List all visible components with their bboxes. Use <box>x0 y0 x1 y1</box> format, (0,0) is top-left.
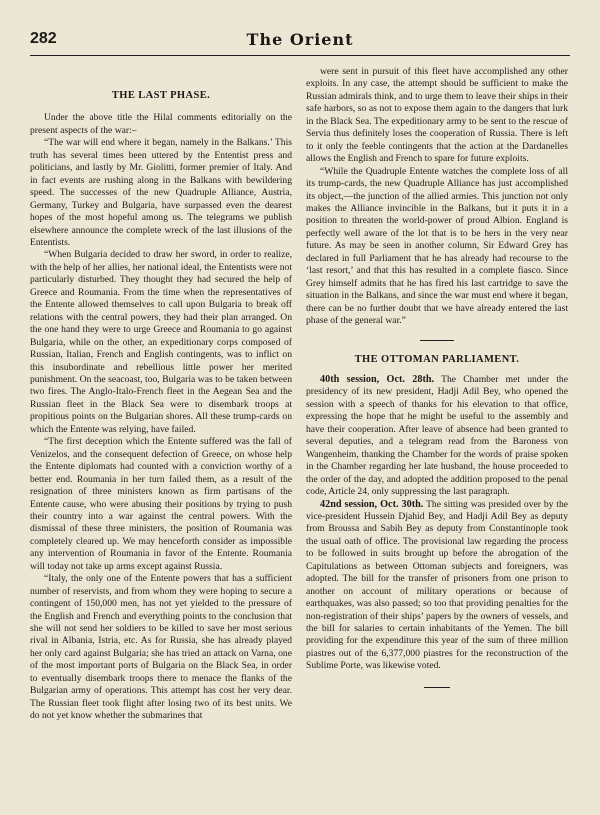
article-title-ottoman-parliament: THE OTTOMAN PARLIAMENT. <box>354 353 520 365</box>
section-divider <box>420 340 454 341</box>
left-column <box>30 66 292 723</box>
article-paragraph: “Italy, the only one of the Entente powers that has a sufficient number of reservists, and from whom they were hoping to secure a contingent of 150,000 men, has not yet yielded to the pressure of the English and French and everything points to the conclusion that she will not send her soldiers to be killed to save her most serious rival in Albania, Istria, etc. As for Russia, she has already played her only card against Bulgaria; she has tried an attack on Varna, one of the most important ports of Bulgaria on the Black Sea, in order to eventually disembark troops there to menace the flanks of the Bulgarian army of operations. This attempt has cost her very dear. The Russian fleet took flight after losing two of its best units. We do not yet know whether the submarines that <box>30 573 292 722</box>
session-text: The sitting was presided over by the vice-president Hussein Djahid Bey, and Hadji Adil Bey as deputy from Broussa and Sabih Bey as deputy from Constantinople took the usual oath of office. The provisional law regarding the process to be followed in suits brought up before the abrogation of the Capitulations as between Ottoman subjects and foreigners, was adopted. The bill for the transfer of prisoners from one prison to another on account of military operations or because of earthquakes, was also passed; so too that providing penalties for the non-registration of their ships’ papers by the owners of vessels, and the bill for salaries to certain inhabitants of the Yemen. The bill providing for the expenditure this year of the sum of three million piastres out of the 6,377,000 piastres for the reconstruction of the Sublime Porte, was likewise voted. <box>306 498 569 672</box>
session-paragraph <box>306 499 568 673</box>
header-rule <box>30 55 570 56</box>
publication-title: The Orient <box>246 30 354 49</box>
article-paragraph: were sent in pursuit of this fleet have accomplished any other exploits. In any case, the attempt should be sufficient to make the Russian admirals think, and to urge them to leave their ships in their safe harbors, so as not to expose them again to the dangers that lurk in the Black Sea. The expeditionary army to be sent to the rescue of Servia thus definitely loses the cooperation of Russia. There is left to it only the feeble contingents that the action at the Dardanelles allows the English and French to spare for future exploits. <box>306 66 568 165</box>
page-header <box>30 30 570 54</box>
article-paragraph: “When Bulgaria decided to draw her sword, in order to realize, with the help of her allies, her national ideal, the Ententists were not particularly disturbed. They thought they had secured the help of Greece and Roumania. From the time when the representatives of the Entente allowed themselves to call upon Bulgaria to break off relations with the central powers, they had their plan arranged. On the one hand they were to urge Greece and Roumania to go against Bulgaria, while on the other, an expeditionary corps composed of Russian, Italian, French and English contingents, was to inflict on this insubordinate and rebellious little power her merited punishment. On the seacoast, too, Bulgaria was to be taken between two fires. The Anglo-Italo-French fleet in the Aegean Sea and the Russian fleet in the Black Sea were to disembark troops at propitious points on the Bulgarian shores. All these trump-cards on which the Entente was relying, have failed. <box>30 249 292 435</box>
article-paragraph: “The first deception which the Entente suffered was the fall of Venizelos, and the consequent defection of Greece, on whose help the Entente diplomats had counted with a conviction worthy of a better end. Roumania in her turn failed them, as a result of the resignation of three ministers known as firm partisans of the Entente cause, who were abusing their positions by trying to push their country into a war against the central powers. With the dismissal of these three ministers, the position of Roumania was completely cleared up. We may henceforth consider as impossible any intervention of Roumania in favor of the Entente. Roumania will today not take up arms except against Russia. <box>30 436 292 572</box>
session-paragraph <box>306 374 568 499</box>
page-number: 282 <box>30 30 57 47</box>
session-text: The Chamber met under the presidency of its new president, Hadji Adil Bey, who opened the session with a speech of thanks for his elevation to that office, expressing the hope that he might be useful to the assembly and have their cooperation. After leave of absence had been granted to several deputies, and a telegram read from the Baroness von Wangenheim, thanking the Chamber for the words of praise spoken in the Chamber regarding her late husband, the house proceeded to the order of the day, and adopted the addition proposed to the penal code, Article 24, only suppressing the last paragraph. <box>306 373 568 498</box>
section-divider <box>424 687 450 688</box>
session-heading: 40th session, Oct. 28th. <box>320 373 435 385</box>
article-paragraph: Under the above title the Hilal comments editorially on the present aspects of the war:– <box>30 112 292 136</box>
session-heading: 42nd session, Oct. 30th. <box>320 498 424 510</box>
right-column <box>306 66 568 688</box>
article-paragraph: “The war will end where it began, namely in the Balkans.’ This truth has several times been uttered by the Ententist press and politicians, and lastly by Mr. Giolitti, former premier of Italy. And in fact events are rushing along in the Balkans with bewildering speed. The successes of the new Quadruple Alliance, Austria, Germany, Turkey and Bulgaria, have surpassed even the dearest hopes of the most hopeful among us. The telegrams we publish elsewhere announce the complete wreck of the last illusions of the Ententists. <box>30 137 292 248</box>
article-title-last-phase: THE LAST PHASE. <box>111 90 211 101</box>
article-paragraph: “While the Quadruple Entente watches the complete loss of all its trump-cards, the new Quadruple Alliance has just accomplished its object,—the junction of the allied armies. This junction not only makes the Alliance invincible in the Balkans, but it puts it in a position to threaten the world-power of proud Albion. England is perfectly well aware of the lot that is to be hers in the very near future. As may be seen in another column, Sir Edward Grey has declared in full Parliament that he has already had recourse to the ‘last resort,’ and that this has resulted in a complete fiasco. Since Grey himself admits that he has fired his last cartridge to save the situation in the Balkans, and since the war must end where it began, there can be no further doubt that we have already entered the last phase of the general war.” <box>306 165 568 327</box>
